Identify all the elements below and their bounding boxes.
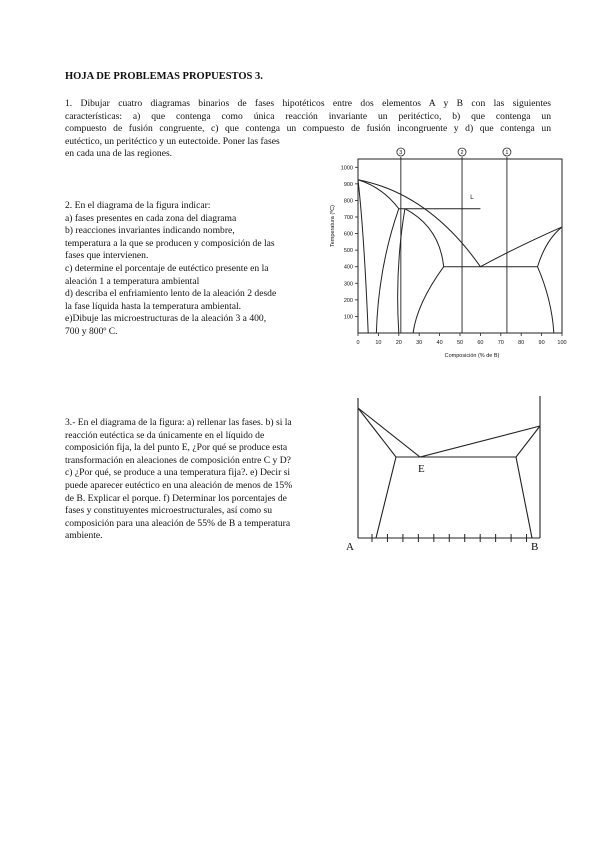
problem-3-line: de B. Explicar el porque. f) Determinar los porcentajes de: [65, 492, 287, 504]
phase-boundary: [376, 209, 398, 333]
alloy-label: 3: [399, 150, 403, 156]
phase-boundary: [538, 267, 554, 333]
problem-1-line: en cada una de las regiones.: [65, 148, 173, 160]
phase-boundary: [405, 209, 444, 267]
problem-2-line: fases que intervienen.: [65, 250, 149, 262]
label-B: B: [531, 541, 539, 553]
problem-1-line: 1. Dibujar cuatro diagramas binarios de fases hipotéticos entre dos elementos A y B con las siguientes: [65, 98, 551, 109]
alpha-boundary: [358, 408, 396, 538]
y-axis-title: Temperatura (ºC): [330, 204, 336, 248]
plot-frame: [358, 159, 562, 333]
problem-3-line: ambiente.: [65, 530, 103, 542]
phase-boundary: [358, 180, 368, 333]
problem-3-line: composición para una aleación de 55% de B a temperatura: [65, 517, 291, 529]
problem-2-line: la fase líquida hasta la temperatura ambiental.: [65, 300, 242, 312]
phase-boundary: [480, 227, 562, 267]
y-tick-label: 300: [343, 281, 353, 288]
y-tick-label: 900: [343, 181, 353, 188]
problem-1-line: eutéctico, un peritéctico y un eutectoide. Poner las fases: [65, 135, 280, 147]
problem-3-line: composición fija, la del punto E, ¿Por qué se produce esta: [65, 442, 288, 454]
problem-3-line: reacción eutéctica se da únicamente en el líquido de: [65, 429, 265, 441]
phase-boundary: [358, 180, 399, 209]
y-tick-label: 700: [343, 215, 353, 221]
problem-2: [65, 200, 317, 339]
phase-diagram-2: [340, 390, 570, 560]
x-tick-label: 30: [416, 340, 423, 346]
problem-3-line: 3.- En el diagrama de la figura: a) rellenar las fases. b) si la: [65, 417, 292, 428]
liquidus-line: [358, 408, 540, 457]
phase-diagram-1: [320, 145, 590, 370]
problem-2-line: aleación 1 a temperatura ambiental: [65, 275, 200, 287]
label-A: A: [346, 541, 354, 553]
label-E: E: [418, 463, 425, 475]
problem-3: [65, 417, 337, 543]
problem-2-line: a) fases presentes en cada zona del diagrama: [65, 212, 237, 224]
problem-3-line: c) ¿Por qué, se produce a una temperatura fija?. e) Decir si: [65, 467, 291, 479]
problem-2-line: temperatura a la que se producen y composición de las: [65, 237, 275, 249]
y-tick-label: 200: [343, 297, 353, 304]
beta-boundary: [516, 426, 540, 538]
x-tick-label: 70: [497, 340, 504, 346]
x-tick-label: 0: [356, 340, 360, 346]
x-tick-label: 20: [395, 340, 402, 346]
x-tick-label: 10: [375, 340, 382, 346]
problem-3-line: fases y constituyentes microestructurales, así como su: [65, 505, 273, 517]
phase-boundary: [413, 267, 444, 333]
alloy-label: 1: [505, 150, 509, 156]
x-tick-label: 50: [456, 340, 464, 346]
y-tick-label: 500: [343, 248, 353, 255]
y-tick-label: 800: [343, 198, 353, 205]
problem-2-line: e)Dibuje las microestructuras de la aleación 3 a 400,: [65, 313, 267, 325]
problem-2-line: 2. En el diagrama de la figura indicar:: [65, 200, 211, 211]
problem-3-line: puede aparecer eutéctico en una aleación de menos de 15%: [65, 479, 293, 491]
problem-1-line: características: a) que contenga como única reacción invariante un peritéctico, b) que contenga un: [65, 110, 551, 122]
problem-2-line: 700 y 800º C.: [65, 325, 118, 337]
y-tick-label: 100: [343, 314, 353, 321]
y-tick-label: 600: [343, 231, 353, 238]
x-tick-label: 40: [436, 340, 443, 346]
problem-2-line: b) reacciones invariantes indicando nombre,: [65, 225, 235, 237]
x-tick-label: 90: [538, 340, 545, 346]
problem-2-line: c) determine el porcentaje de eutéctico presente en la: [65, 262, 269, 274]
x-axis-title: Composición (% de B): [444, 353, 500, 359]
alloy-label: 2: [460, 150, 464, 156]
page-title: HOJA DE PROBLEMAS PROPUESTOS 3.: [65, 71, 263, 82]
x-tick-label: 80: [518, 340, 525, 346]
y-tick-label: 400: [343, 264, 353, 271]
y-tick-label: 1000: [340, 165, 353, 172]
region-label-L: L: [470, 194, 474, 201]
problem-3-line: transformación en aleaciones de composición entre C y D?: [65, 454, 291, 466]
problem-2-line: d) describa el enfriamiento lento de la aleación 2 desde: [65, 288, 277, 300]
problem-1-line: compuesto de fusión congruente, c) que contenga un compuesto de fusión incongruente y d) que contenga un: [65, 123, 551, 135]
x-tick-label: 100: [557, 340, 567, 346]
x-tick-label: 60: [477, 340, 484, 346]
